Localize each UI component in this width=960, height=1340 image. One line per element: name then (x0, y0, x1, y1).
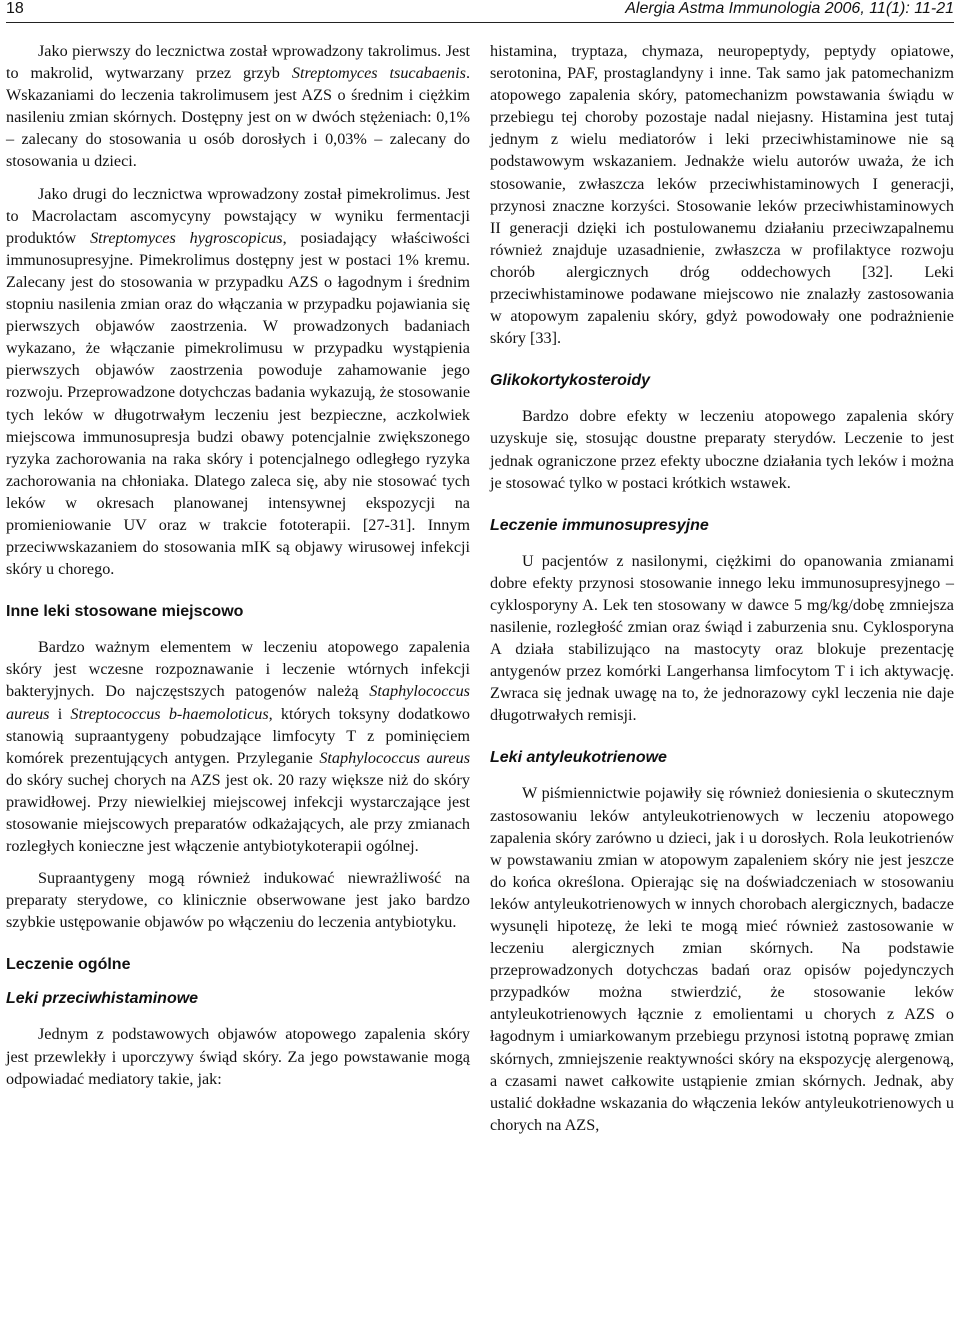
subsection-heading-antihistamines: Leki przeciwhistaminowe (6, 990, 199, 1008)
paragraph-takrolimus (6, 40, 470, 173)
page-number: 18 (6, 0, 24, 17)
left-column (6, 40, 470, 1100)
paragraph-steroids (490, 405, 954, 493)
text-run: U pacjentów z nasilonymi, ciężkimi do opanowania zmianami dobre efekty przynosi stosowanie innego leku immunosupresyjnego – cyklosporyny A. Lek ten stosowany w dawce 5 mg/kg/dobę zmniejsza nasilenie, rozległość zmian oraz świąd i zaburzenia snu. Cyklosporyna A działa stabilizująco na mastocyty oraz blokuje prezentację antygenów przez komórki Langerhansa limfocytom T i ich aktywację. Zwraca się jednak uwagę na to, że jednorazowy cykl leczenia nie daje długotrwałych remisji. (490, 551, 954, 725)
text-run: W piśmiennictwie pojawiły się również doniesienia o skutecznym zastosowaniu leków antyleukotrienowych w leczeniu atopowego zapalenia skóry zarówno u dzieci, jak i u dorosłych. Rola leukotrienów w powstawaniu zmian w atopowym zapaleniem skóry nie jest jeszcze do końca określona. Opierając się na doświadczeniach w stosowaniu leków antyleukotrienowych w innych chorobach alergicznych, badacze wysunęli hipotezę, że leki te mogą mieć również zastosowanie w leczeniu alergicznych zmian skórnych. Na podstawie przeprowadzonych dotychczas badań oraz opisów pojedynczych przypadków można stwierdzić, że stosowanie leków antyleukotrienowych łącznie z emolientami u chorych z AZS o łagodnym i umiarkowanym przebiegu przynosi istotną poprawę zmian skórnych, zmniejszenie reaktywności skóry na ekspozycję alergenową, a czasami nawet całkowite ustąpienie zmian skórnych. Jednak, aby ustalić dokładne wskazania do włączenia leków antyleukotrienowych u chorych na AZS, (490, 784, 954, 1134)
page-header (6, 0, 954, 23)
subsection-heading-glucocorticoids: Glikokortykosteroidy (490, 372, 651, 390)
text-run: . Wskazaniami do leczenia takrolimusem jest AZS o średnim i ciężkim nasileniu zmian skórnych. Dostępny jest on w dwóch stężeniach: 0,1% – zalecany do stosowania u osób dorosłych i 0,03% – zalecany do stosowania u dzieci. (6, 64, 470, 171)
paragraph-antileukotrienes (490, 782, 954, 1136)
text-run: Supraantygeny mogą również indukować niewrażliwość na preparaty sterydowe, co klinicznie obserwowane jest jako bardzo szybkie ustępowanie objawów po włączeniu do leczenia antybiotyku. (6, 869, 470, 932)
text-run: do skóry suchej chorych na AZS jest ok. 20 razy większe niż do skóry prawidłowej. Przy niewielkiej miejscowej infekcji wystarczające jest stosowanie miejscowych preparatów odkażających, ale przy zmianach rozległych konieczne jest włączenie antybiotykoterapii ogólnej. (6, 770, 470, 856)
text-run: Bardzo ważnym elementem w leczeniu atopowego zapalenia skóry jest wczesne rozpoznawanie i leczenie wtórnych infekcji bakteryjnych. Do najczęstszych patogenów należą (6, 638, 470, 701)
paragraph-bacterial-infections (6, 636, 470, 857)
journal-citation: Alergia Astma Immunologia 2006, 11(1): 11-21 (625, 0, 954, 17)
text-run: Jednym z podstawowych objawów atopowego zapalenia skóry jest przewlekły i uporczywy świąd skóry. Za jego powstawanie mogą odpowiadać mediatory takie, jak: (6, 1025, 470, 1088)
italic-text-run: Staphylococcus aureus (319, 748, 471, 767)
paragraph-supraantigens (6, 867, 470, 933)
text-run: i (49, 704, 71, 723)
text-run: histamina, tryptaza, chymaza, neuropeptydy, peptydy opiatowe, serotonina, PAF, prostaglandyny i inne. Tak samo jak patomechanizm atopowego zapalenia skóry, patomechanizm powstawania świądu w przebiegu tej choroby pozostaje nadal niejasny. Histamina jest tutaj jednym z wielu mediatorów i leki przeciwhistaminowe nie są podstawowym wskazaniem. Jednakże wielu autorów uważa, że ich stosowanie, zwłaszcza leków przeciwhistaminowych I generacji, przynosi znaczne korzyści. Stosowanie leków przeciwhistaminowych II generacji dzięki ich postulowanemu działaniu przeciwzapalnemu również znajduje uzasadnienie, zwłaszcza w profilaktyce rozwoju chorób alergicznych dróg oddechowych [32]. Leki przeciwhistaminowe podawane miejscowo nie znalazły zastosowania w atopowym zapaleniu skóry, gdyż powodowały one podrażnienie skóry [33]. (490, 42, 954, 348)
subsection-heading-antileukotrienes: Leki antyleukotrienowe (490, 749, 667, 767)
paragraph-pimekrolimus (6, 183, 470, 581)
section-heading-other-topical: Inne leki stosowane miejscowo (6, 603, 244, 621)
text-run: których toksyny dodatkowo stanowią supraantygeny pobudzające limfocyty T z pominięciem komórek prezentujących antygen. Przyleganie (6, 704, 470, 767)
italic-text-run: Streptomyces hygroscopicus (90, 228, 283, 247)
italic-text-run: Streptomyces tsucabaenis (291, 64, 466, 83)
text-run: Bardzo dobre efekty w leczeniu atopowego zapalenia skóry uzyskuje się, stosując doustne preparaty sterydów. Leczenie to jest jednak ograniczone przez efekty uboczne działania tych leków i można je stosować tylko w postaci krótkich wstawek. (490, 407, 954, 492)
paragraph-pruritus (6, 1023, 470, 1089)
text-run: Jako drugi do lecznictwa wprowadzony został pimekrolimus. Jest to Macrolactam ascomycyny powstający w wyniku fermentacji produktów (6, 184, 470, 247)
subsection-heading-immunosuppressive: Leczenie immunosupresyjne (490, 516, 709, 534)
text-run: Jako pierwszy do lecznictwa został wprowadzony takrolimus. Jest to makrolid, wytwarzany przez grzyb (6, 42, 470, 83)
right-column (490, 40, 954, 1146)
italic-text-run: Streptococcus b-haemoloticus, (70, 704, 273, 723)
paragraph-cyclosporine (490, 550, 954, 727)
paragraph-mediators (490, 40, 954, 349)
section-heading-systemic-treatment: Leczenie ogólne (6, 956, 131, 974)
text-run: , posiadający właściwości immunosupresyjne. Pimekrolimus dostępny jest w postaci 1% kremu. Zalecany jest do stosowania w przypadku AZS o łagodnym i średnim stopniu nasilenia zmian oraz do włączania w przypadku pojawiania się pierwszych objawów zaostrzenia. W prowadzonych badaniach wykazano, że włączanie pimekrolimusu w przypadku wystąpienia pierwszych objawów zaostrzenia powoduje zahamowanie jego rozwoju. Przeprowadzone dotychczas badania wykazują, że stosowanie tych leków w długotrwałym leczeniu jest bezpieczne, aczkolwiek miejscowa immunosupresja budzi obawy potencjalnie zwiększonego ryzyka zachorowania na raka skóry i potencjalnego odległego ryzyka zachorowania na chłoniaka. Dlatego zaleca się, aby nie stosować tych leków w okresach planowanej intensywnej ekspozycji na promieniowanie UV oraz w trakcie fototerapii. [27-31]. Innym przeciwwskazaniem do stosowania mIK są objawy wirusowej infekcji skóry u chorego. (6, 228, 470, 579)
italic-text-run: Staphylococcus aureus (6, 682, 470, 723)
